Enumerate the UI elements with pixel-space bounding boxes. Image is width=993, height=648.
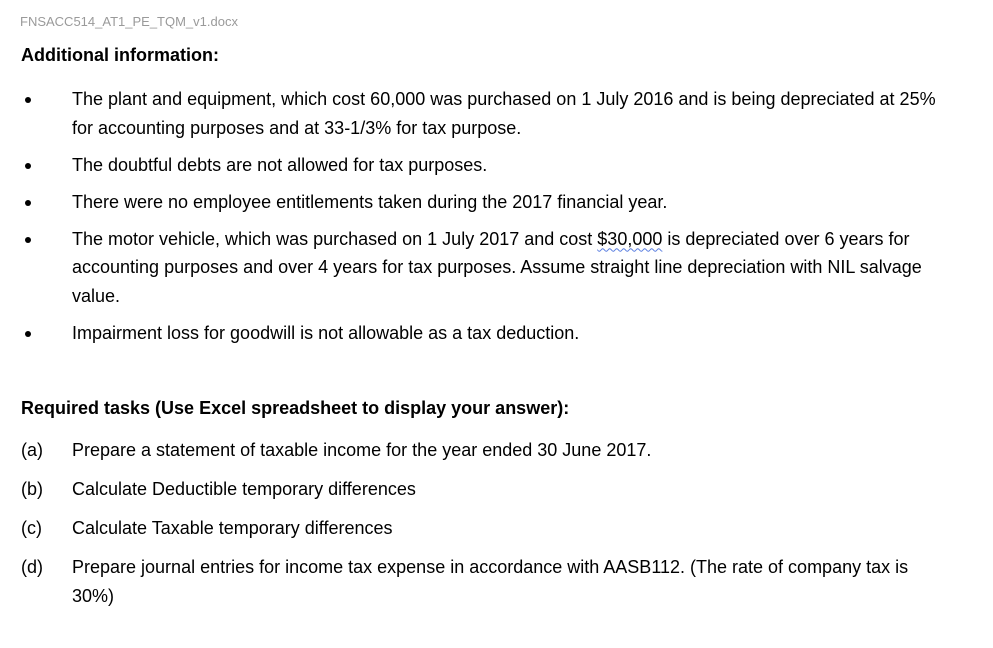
task-marker: (c) xyxy=(21,518,42,538)
task-marker: (a) xyxy=(21,440,43,460)
task-item xyxy=(0,475,993,504)
task-text: Prepare a statement of taxable income for the year ended 30 June 2017. xyxy=(72,440,652,460)
additional-information-heading: Additional information: xyxy=(21,45,219,65)
list-item xyxy=(0,319,993,348)
task-text: Calculate Taxable temporary differences xyxy=(72,518,393,538)
task-marker: (d) xyxy=(21,557,43,577)
list-item xyxy=(0,85,993,142)
bullet-text: The doubtful debts are not allowed for tax purposes. xyxy=(72,154,488,175)
bullet-icon xyxy=(25,200,31,206)
task-item xyxy=(0,553,993,610)
additional-information-list xyxy=(0,85,993,356)
list-item xyxy=(0,225,993,311)
list-item xyxy=(0,151,993,180)
required-tasks-heading: Required tasks (Use Excel spreadsheet to display your answer): xyxy=(21,398,570,418)
bullet-text-part: is depreciated over 6 years for accounting purposes and over 4 years for tax purposes. Assume straight line depreciation with NIL salvage value. xyxy=(72,228,922,306)
bullet-text-part: The motor vehicle, which was purchased on 1 July 2017 and cost xyxy=(72,228,598,249)
task-text: Calculate Deductible temporary differences xyxy=(72,479,416,499)
bullet-text xyxy=(72,225,953,311)
list-item xyxy=(0,188,993,217)
task-item xyxy=(0,514,993,543)
spellcheck-flagged-amount: $30,000 xyxy=(597,228,663,249)
bullet-icon xyxy=(25,331,31,337)
task-marker: (b) xyxy=(21,479,43,499)
task-item xyxy=(0,436,993,465)
bullet-text: Impairment loss for goodwill is not allowable as a tax deduction. xyxy=(72,322,580,343)
task-text: Prepare journal entries for income tax expense in accordance with AASB112. (The rate of company tax is 30%) xyxy=(72,557,909,606)
bullet-text: There were no employee entitlements taken during the 2017 financial year. xyxy=(72,191,668,212)
bullet-text: The plant and equipment, which cost 60,000 was purchased on 1 July 2016 and is being depreciated at 25% for accounting purposes and at 33-1/3% for tax purpose. xyxy=(72,89,936,138)
required-tasks-list xyxy=(0,436,993,621)
bullet-icon xyxy=(25,237,31,243)
document-filename: FNSACC514_AT1_PE_TQM_v1.docx xyxy=(20,14,238,29)
bullet-icon xyxy=(25,97,31,103)
bullet-icon xyxy=(25,163,31,169)
